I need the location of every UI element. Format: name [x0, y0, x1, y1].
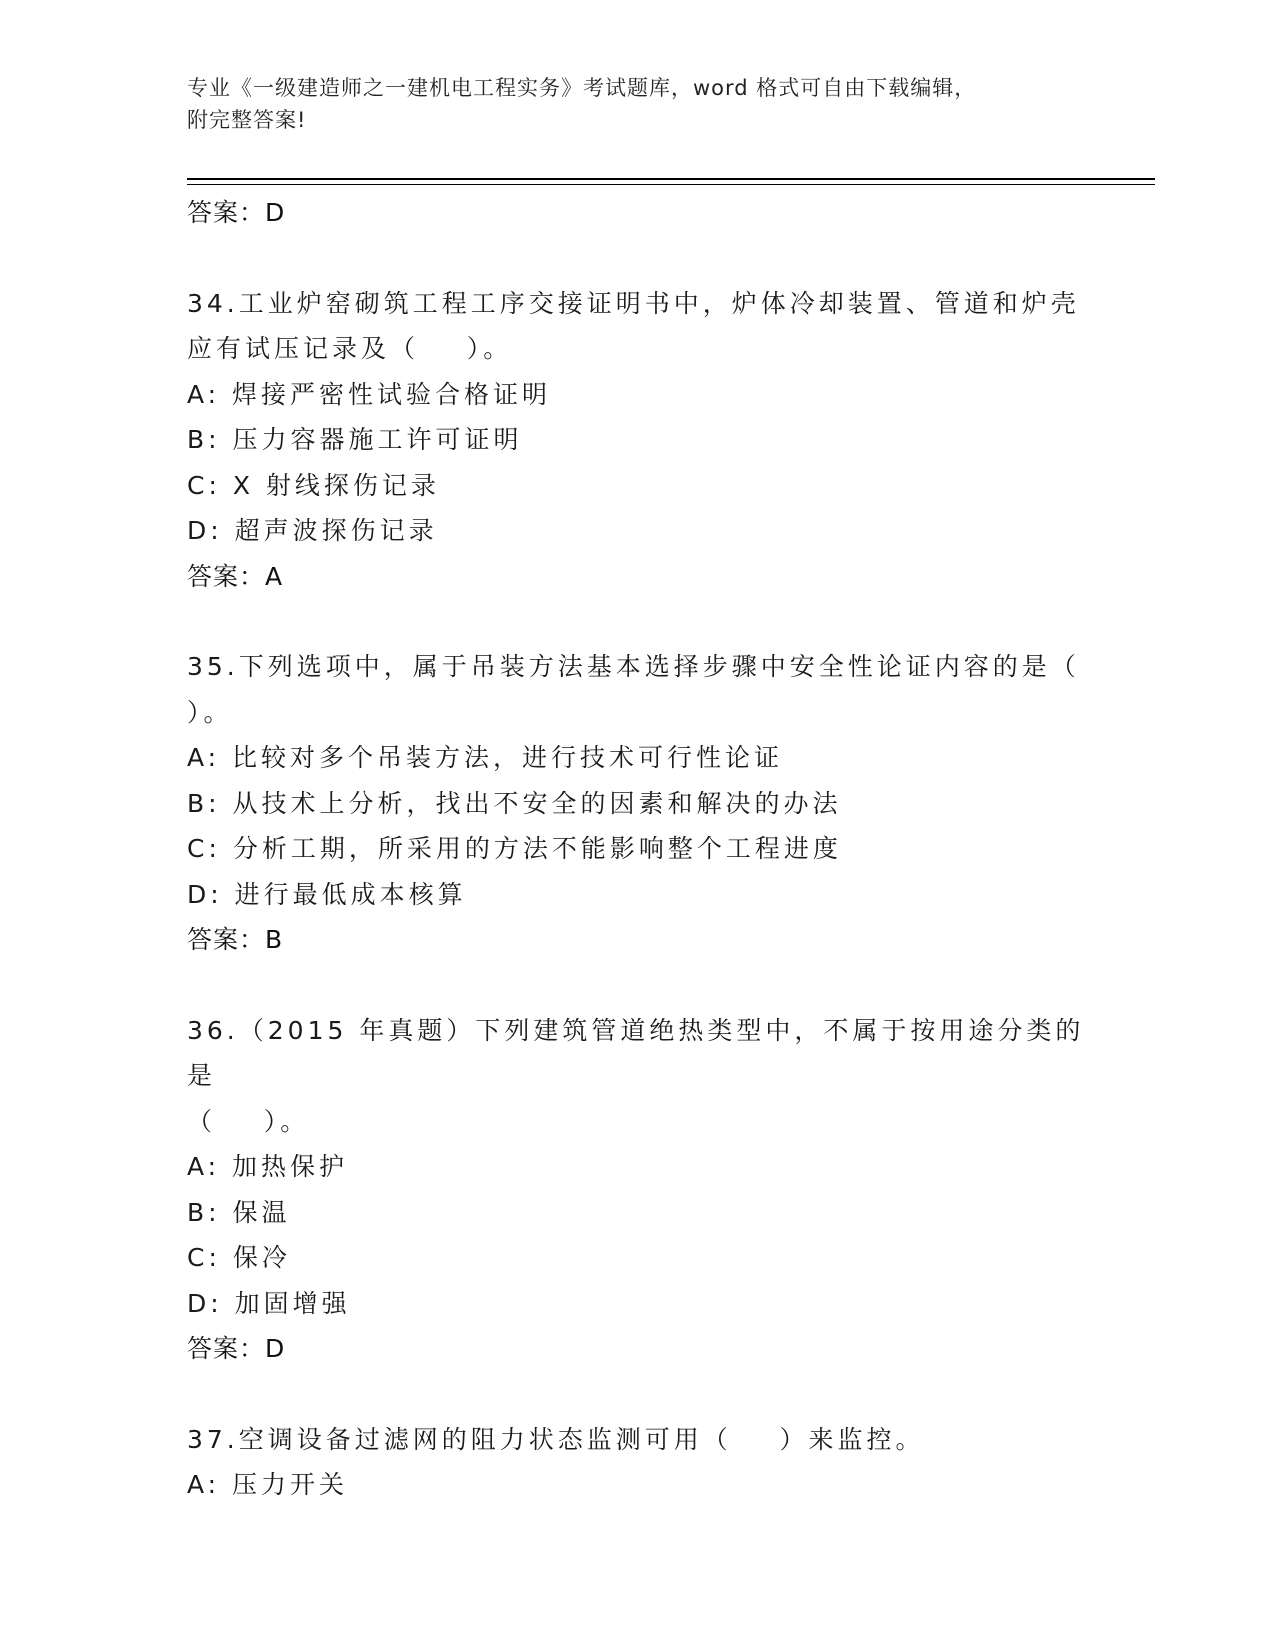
answer-label: 答案：	[187, 198, 266, 227]
answer-line	[187, 917, 1087, 963]
option-a: A: 焊接严密性试验合格证明	[187, 379, 552, 409]
option-d: D: 加固增强	[187, 1288, 351, 1318]
option-a: A: 压力开关	[187, 1470, 349, 1499]
option-b: B: 从技术上分析，找出不安全的因素和解决的办法	[187, 788, 842, 818]
spacer	[187, 1372, 1087, 1417]
question-stem: 37.空调设备过滤网的阻力状态监测可用（ ）来监控。	[187, 1424, 925, 1454]
header-line-2: 附完整答案!	[187, 108, 307, 132]
option-c: C: 分析工期，所采用的方法不能影响整个工程进度	[187, 834, 842, 863]
option-c: C: 保冷	[187, 1243, 291, 1272]
option-a: A: 加热保护	[187, 1152, 349, 1181]
question-stem-continued: （ ）。	[187, 1106, 310, 1136]
answer-label: 答案：	[187, 1334, 266, 1363]
option-d: D: 超声波探伤记录	[187, 516, 438, 545]
question-block-37	[187, 1417, 1087, 1508]
option-a: A: 比较对多个吊装方法，进行技术可行性论证	[187, 743, 784, 772]
option-b: B: 压力容器施工许可证明	[187, 425, 523, 454]
answer-value: B	[265, 925, 284, 954]
spacer	[187, 599, 1087, 644]
answer-label: 答案：	[187, 561, 266, 591]
answer-line	[187, 554, 1087, 600]
option-b: B: 保温	[187, 1197, 291, 1227]
answer-value: D	[265, 1334, 286, 1363]
header-divider-thick	[187, 178, 1155, 180]
header-divider-thin	[187, 184, 1155, 185]
question-block-36	[187, 1008, 1087, 1372]
answer-value: A	[265, 561, 284, 591]
question-content	[187, 190, 1087, 1508]
question-block-34	[187, 281, 1087, 600]
answer-label: 答案：	[187, 925, 266, 954]
header-line-1: 专业《一级建造师之一建机电工程实务》考试题库，word 格式可自由下载编辑，	[187, 76, 977, 100]
spacer	[187, 963, 1087, 1008]
question-stem-continued: 应有试压记录及（ ）。	[187, 334, 513, 363]
answer-value: D	[265, 198, 286, 227]
question-stem: 34.工业炉窑砌筑工程工序交接证明书中，炉体冷却装置、管道和炉壳	[187, 288, 1080, 318]
answer-line	[187, 1326, 1087, 1372]
document-header	[187, 72, 1087, 136]
question-stem: 35.下列选项中，属于吊装方法基本选择步骤中安全性论证内容的是（	[187, 652, 1080, 681]
question-block-35	[187, 644, 1087, 963]
question-stem-continued: ）。	[187, 697, 233, 727]
answer-line-prev	[187, 190, 1087, 236]
option-c: C: X 射线探伤记录	[187, 470, 440, 500]
spacer	[187, 236, 1087, 281]
question-stem: 36.（2015 年真题）下列建筑管道绝热类型中，不属于按用途分类的是	[187, 1015, 1085, 1090]
option-d: D: 进行最低成本核算	[187, 879, 467, 909]
